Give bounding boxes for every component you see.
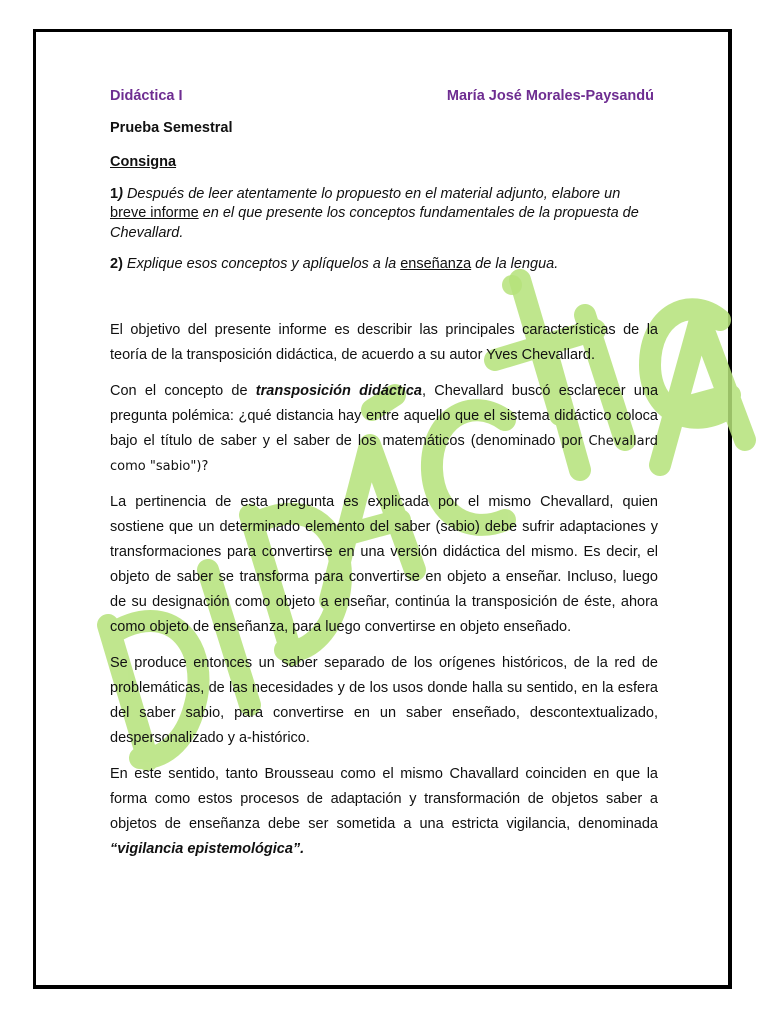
task-2 <box>110 255 658 275</box>
paragraph-2-text-c: Chevallard como "sabio")? <box>110 434 658 475</box>
task-1-underlined: breve informe <box>110 205 199 222</box>
paragraph-5 <box>110 762 658 862</box>
paragraph-2 <box>110 379 658 479</box>
task-1-number: 1 <box>110 185 119 202</box>
paragraph-4: Se produce entonces un saber separado de los orígenes históricos, de la red de problemáticas, de las necesidades y de los usos donde halla su sentido, en la esfera del saber sabio, para convertirse en un saber enseñado, descontextualizado, despersonalizado y a-histórico. <box>110 655 658 747</box>
document-title: Prueba Semestral <box>110 120 233 137</box>
section-heading: Consigna <box>110 153 177 170</box>
document-header <box>110 86 658 106</box>
course-name: Didáctica I <box>110 88 183 104</box>
task-2-text-b: de la lengua. <box>471 255 559 272</box>
paragraph-2-text-a: Con el concepto de <box>110 383 256 400</box>
paragraph-5-text-a: En este sentido, tanto Brousseau como el mismo Chavallard coinciden en que la forma como estos procesos de adaptación y transformación de objetos saber a objetos de enseñanza debe ser sometida a una estricta vigilancia, denominada <box>110 766 658 833</box>
paragraph-3: La pertinencia de esta pregunta es explicada por el mismo Chevallard, quien sostiene que un determinado elemento del saber (sabio) debe sufrir adaptaciones y transformaciones para convertirse en una versión didáctica del mismo. Es decir, el objeto de saber se transforma para convertirse en objeto a enseñar. Incluso, luego de su designación como objeto a enseñar, continúa la transposición de éste, ahora como objeto de enseñanza, para luego convertirse en objeto enseñado. <box>110 494 658 636</box>
task-2-text-a: Explique esos conceptos y aplíquelos a la <box>122 255 401 272</box>
paragraph-5-bold: “vigilancia epistemológica”. <box>110 841 305 858</box>
paragraph-2-bold: transposición didáctica <box>255 383 422 400</box>
author-name: María José Morales-Paysandú <box>446 88 654 104</box>
paragraph-1: El objetivo del presente informe es describir las principales características de la teoría de la transposición didáctica, de acuerdo a su autor Yves Chevallard. <box>110 322 658 364</box>
task-1-paren: ) <box>118 185 123 202</box>
task-1-text-a: Después de leer atentamente lo propuesto en el material adjunto, elabore un <box>122 185 621 202</box>
task-1 <box>110 185 658 244</box>
task-1-text-b: en el que presente los conceptos fundamentales de la propuesta de Chevallard. <box>110 205 639 242</box>
paragraph-2-text-b: , Chevallard buscó esclarecer una pregunta polémica: ¿qué distancia hay entre aquello que el sistema didáctico coloca bajo el título de saber y el saber de los matemáticos (denominado por <box>110 383 659 450</box>
document-content <box>110 86 658 873</box>
task-2-underlined: enseñanza <box>400 255 472 272</box>
task-2-number: 2) <box>110 255 123 272</box>
